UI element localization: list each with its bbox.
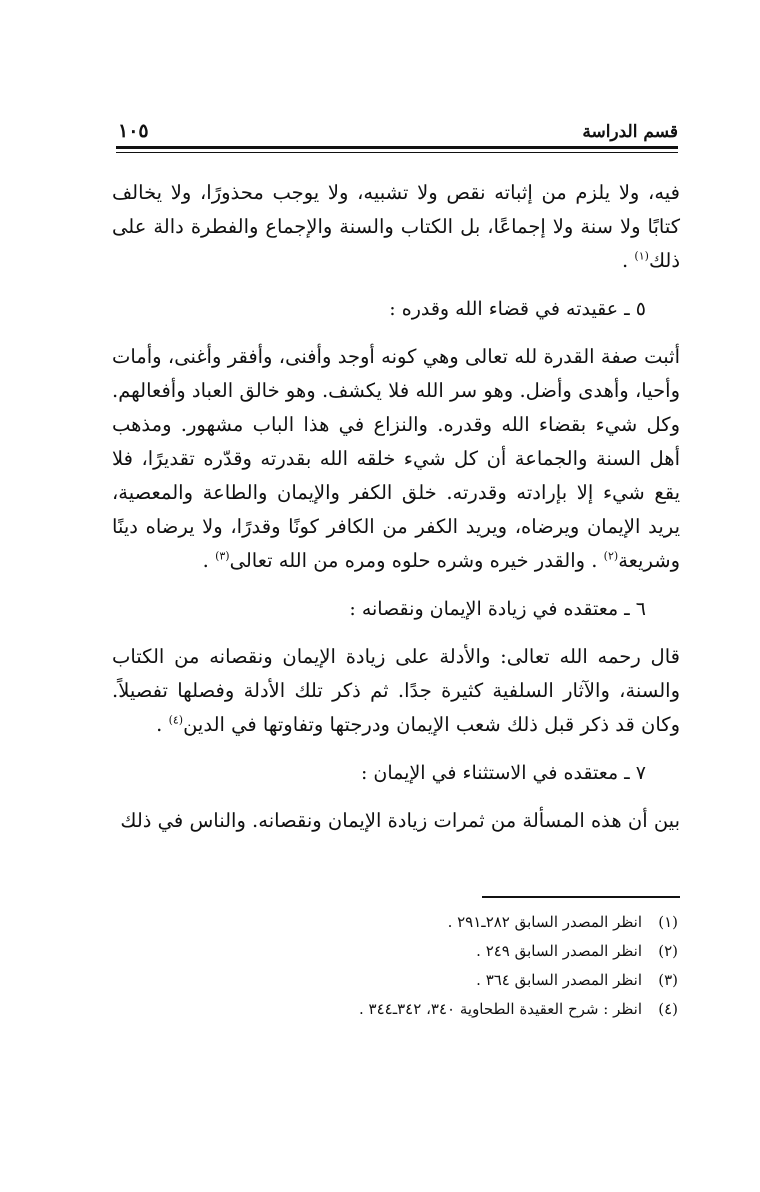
footnote-number: (٤): [658, 1000, 678, 1018]
footnote-item: [112, 966, 678, 995]
header-rule-thick: [116, 146, 678, 149]
footnote-ref-3: (٣): [215, 549, 230, 563]
section-heading-6: ٦ ـ معتقده في زيادة الإيمان ونقصانه :: [349, 598, 646, 620]
footnotes: [112, 908, 678, 1024]
running-title: قسم الدراسة: [582, 122, 678, 142]
footnote-text: انظر المصدر السابق ٢٤٩ .: [476, 942, 642, 960]
paragraph-1: فيه، ولا يلزم من إثباته نقص ولا تشبيه، ولا يوجب محذورًا، ولا يخالف كتابًا ولا سنة ولا إجماعًا، بل الكتاب والسنة والإجماع والفطرة دالة على ذلك$^{(١)}$ .: [112, 181, 680, 272]
footnote-text: انظر المصدر السابق ٢٨٢ـ٢٩١ .: [447, 913, 642, 931]
paragraph-2: أثبت صفة القدرة لله تعالى وهي كونه أوجد وأفنى، وأفقر وأغنى، وأمات وأحيا، وأهدى وأضل. وهو سر الله فلا يكشف. وهو خالق العباد وأفعالهم. وكل شيء بقضاء الله وقدره. والنزاع في هذا الباب مشهور. ومذهب أهل السنة والجماعة أن كل شيء خلقه الله بقدرته وقدّره تقديرًا، فلا يقع شيء إلا بإرادته وقدرته. خلق الكفر والإيمان والطاعة والمعصية، يريد الإيمان ويرضاه، ويريد الكفر من الكافر كونًا وقدرًا، ولا يرضاه دينًا وشريعة$^{(٢)}$ . والقدر خيره وشره حلوه ومره من الله تعالى$^{(٣)}$ .: [112, 345, 680, 572]
section-heading-7: ٧ ـ معتقده في الاستثناء في الإيمان :: [360, 762, 646, 784]
header-rule-thin: [116, 152, 678, 153]
footnote-number: (٣): [658, 971, 678, 989]
page-header: [118, 112, 678, 142]
footnote-text: انظر المصدر السابق ٣٦٤ .: [476, 971, 642, 989]
footnote-item: [112, 908, 678, 937]
paragraph-4: بين أن هذه المسألة من ثمرات زيادة الإيمان ونقصانه. والناس في ذلك: [120, 809, 680, 832]
footnote-ref-1: (١): [634, 249, 649, 263]
main-text: [112, 176, 680, 838]
paragraph-3: قال رحمه الله تعالى: والأدلة على زيادة الإيمان ونقصانه من الكتاب والسنة، والآثار السلفية كثيرة جدًا. ثم ذكر تلك الأدلة وفصلها تفصيلاً. وكان قد ذكر قبل ذلك شعب الإيمان ودرجتها وتفاوتها في الدين$^{(٤)}$ .: [112, 645, 680, 736]
footnote-separator: [482, 896, 680, 898]
page-number: ١٠٥: [118, 120, 149, 142]
footnote-number: (٢): [658, 942, 678, 960]
footnote-number: (١): [658, 913, 678, 931]
footnote-ref-2: (٢): [603, 549, 619, 563]
footnote-item: [112, 995, 678, 1024]
footnote-ref-4: (٤): [168, 713, 184, 727]
section-heading-5: ٥ ـ عقيدته في قضاء الله وقدره :: [389, 298, 646, 320]
footnote-text: انظر : شرح العقيدة الطحاوية ٣٤٠، ٣٤٢ـ٣٤٤ .: [359, 1000, 642, 1018]
footnote-item: [112, 937, 678, 966]
